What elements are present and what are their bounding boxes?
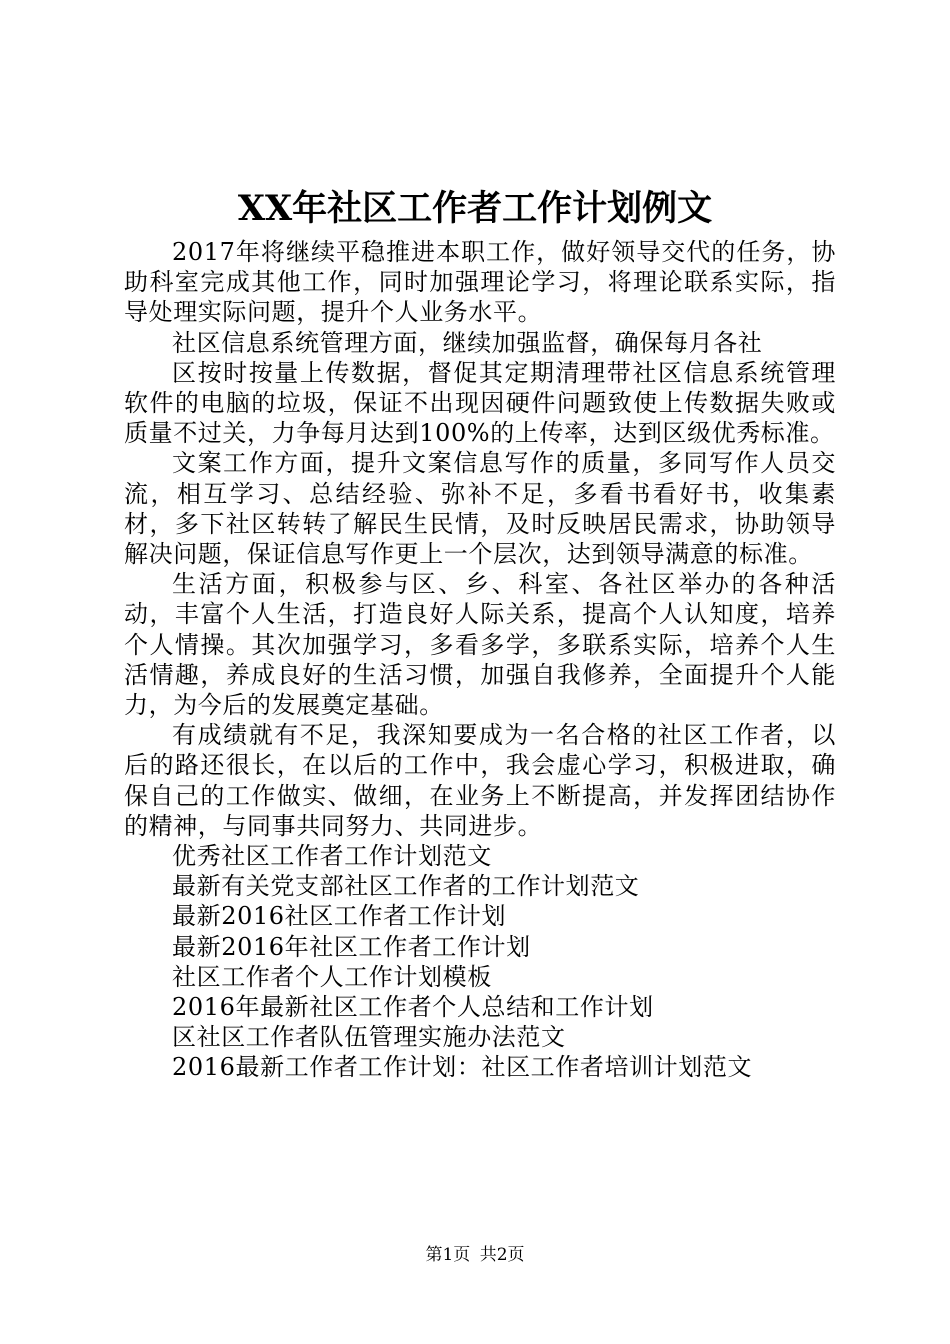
- document-body: [124, 237, 836, 1083]
- related-link[interactable]: 区社区工作者队伍管理实施办法范文: [172, 1023, 566, 1052]
- related-link[interactable]: 最新有关党支部社区工作者的工作计划范文: [172, 872, 640, 901]
- document-title: XX年社区工作者工作计划例文: [237, 188, 713, 229]
- paragraph: 生活方面，积极参与区、乡、科室、各社区举办的各种活动，丰富个人生活，打造良好人际关系，提高个人认知度，培养个人情操。其次加强学习，多看多学，多联系实际，培养个人生活情趣，养成良好的生活习惯，加强自我修养，全面提升个人能力，为今后的发展奠定基础。: [124, 570, 836, 720]
- related-link[interactable]: 优秀社区工作者工作计划范文: [172, 842, 492, 871]
- paragraph: 文案工作方面，提升文案信息写作的质量，多同写作人员交流，相互学习、总结经验、弥补不足，多看书看好书，收集素材，多下社区转转了解民生民情，及时反映居民需求，协助领导解决问题，保证信息写作更上一个层次，达到领导满意的标准。: [124, 449, 836, 569]
- related-link[interactable]: 2016最新工作者工作计划：社区工作者培训计划范文: [172, 1053, 753, 1082]
- paragraph: 社区信息系统管理方面，继续加强监督，确保每月各社: [172, 328, 763, 357]
- page-footer: [0, 1243, 950, 1267]
- related-links-list: [124, 841, 836, 1083]
- paragraph: 2017年将继续平稳推进本职工作，做好领导交代的任务，协助科室完成其他工作，同时加强理论学习，将理论联系实际，指导处理实际问题，提升个人业务水平。: [124, 238, 836, 327]
- paragraph: 区按时按量上传数据，督促其定期清理带社区信息系统管理软件的电脑的垃圾，保证不出现因硬件问题致使上传数据失败或质量不过关，力争每月达到100%的上传率，达到区级优秀标准。: [124, 358, 836, 448]
- paragraph: 有成绩就有不足，我深知要成为一名合格的社区工作者，以后的路还很长，在以后的工作中，我会虚心学习，积极进取，确保自己的工作做实、做细，在业务上不断提高，并发挥团结协作的精神，与同事共同努力、共同进步。: [124, 721, 836, 840]
- related-link[interactable]: 最新2016年社区工作者工作计划: [172, 932, 531, 961]
- related-link[interactable]: 最新2016社区工作者工作计划: [172, 902, 507, 931]
- related-link[interactable]: 2016年最新社区工作者个人总结和工作计划: [172, 993, 654, 1022]
- page-number: 第1页: [425, 1245, 471, 1265]
- page-total: 共2页: [479, 1245, 525, 1265]
- related-link[interactable]: 社区工作者个人工作计划模板: [172, 962, 492, 991]
